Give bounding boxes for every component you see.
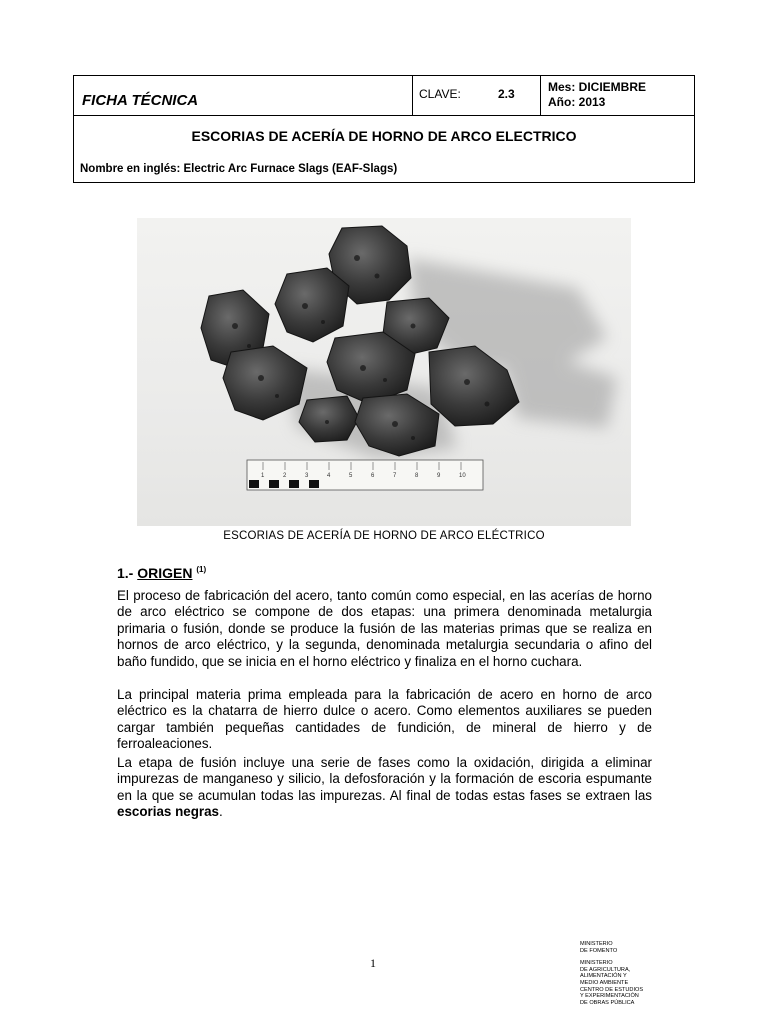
ficha-cell xyxy=(74,76,413,115)
slag-photo xyxy=(137,218,631,526)
anio-label: Año: 2013 xyxy=(548,95,606,109)
ministry-line: MEDIO AMBIENTE xyxy=(580,979,629,986)
ministry-line: DE OBRAS PÚBLICA xyxy=(580,999,635,1006)
clave-cell xyxy=(412,76,541,115)
ruler-number: 3 xyxy=(305,473,309,479)
paragraph-3 xyxy=(117,755,652,821)
ruler-number: 10 xyxy=(459,473,466,479)
english-name: Nombre en inglés: Electric Arc Furnace Slags (EAF-Slags) xyxy=(80,163,398,175)
document-title: ESCORIAS DE ACERÍA DE HORNO DE ARCO ELECTRICO xyxy=(191,128,577,144)
ministry-agricultura xyxy=(580,960,643,1006)
ruler-number: 7 xyxy=(393,473,397,479)
header-table xyxy=(73,75,695,183)
ruler-number: 5 xyxy=(349,473,353,479)
ministry-logo-text xyxy=(580,941,643,1012)
ministry-line: MINISTERIO xyxy=(580,960,613,967)
ministry-fomento xyxy=(580,941,643,954)
ruler-number: 6 xyxy=(371,473,375,479)
ruler-number: 8 xyxy=(415,473,419,479)
ministry-line: Y EXPERIMENTACIÓN xyxy=(580,993,639,1000)
page-number: 1 xyxy=(370,956,376,970)
section-title: ORIGEN xyxy=(137,565,193,581)
ministry-line: CENTRO DE ESTUDIOS xyxy=(580,986,644,993)
clave-label: CLAVE: xyxy=(419,87,461,101)
ministry-line: DE AGRICULTURA, xyxy=(580,966,631,973)
ruler-number: 4 xyxy=(327,473,331,479)
ministry-line: MINISTERIO xyxy=(580,941,613,947)
photo-caption: ESCORIAS DE ACERÍA DE HORNO DE ARCO ELÉCTRICO xyxy=(223,530,545,542)
paragraph-1: El proceso de fabricación del acero, tanto común como especial, en las acerías de horno de arco eléctrico se compone de dos etapas: una primera denominada metalurgia primaria o fusión, donde se produce la fusión de las materias primas que se realiza en hornos de arco eléctrico, y la segunda, denominada metalurgia secundaria o afino del baño fundido, que se inicia en el horno eléctrico y finaliza en el horno cuchara. xyxy=(117,588,652,669)
escorias-negras: escorias negras xyxy=(117,804,219,820)
ministry-line: DE FOMENTO xyxy=(580,947,618,954)
ruler-number: 2 xyxy=(283,473,287,479)
section-number: 1.- xyxy=(117,565,134,581)
paragraph-3-text: La etapa de fusión incluye una serie de fases como la oxidación, dirigida a eliminar impurezas de manganeso y silicio, la defosforación y la formación de escoria espumante en la que se acumulan todas las impurezas. Al final de todas estas fases se extraen las xyxy=(117,755,652,803)
slag-photo-illustration xyxy=(137,218,631,526)
paragraph-2: La principal materia prima empleada para la fabricación de acero en horno de arco eléctrico es la chatarra de hierro dulce o acero. Como elementos auxiliares se pueden cargar también pequeñas cantidades de fundición, de mineral de hierro y de ferroaleaciones. xyxy=(117,687,652,752)
header-row-top xyxy=(74,76,694,116)
paragraph-3-end: . xyxy=(218,804,223,820)
clave-value: 2.3 xyxy=(498,87,515,101)
mes-label: Mes: DICIEMBRE xyxy=(548,80,647,94)
ficha-title: FICHA TÉCNICA xyxy=(82,92,199,109)
ruler-number: 9 xyxy=(437,473,441,479)
scale-ruler xyxy=(247,460,483,490)
ruler-number: 1 xyxy=(261,473,265,479)
date-cell xyxy=(540,76,694,115)
section-heading xyxy=(117,565,206,581)
ministry-line: ALIMENTACIÓN Y xyxy=(580,973,627,980)
footnote-ref: (1) xyxy=(196,565,207,574)
